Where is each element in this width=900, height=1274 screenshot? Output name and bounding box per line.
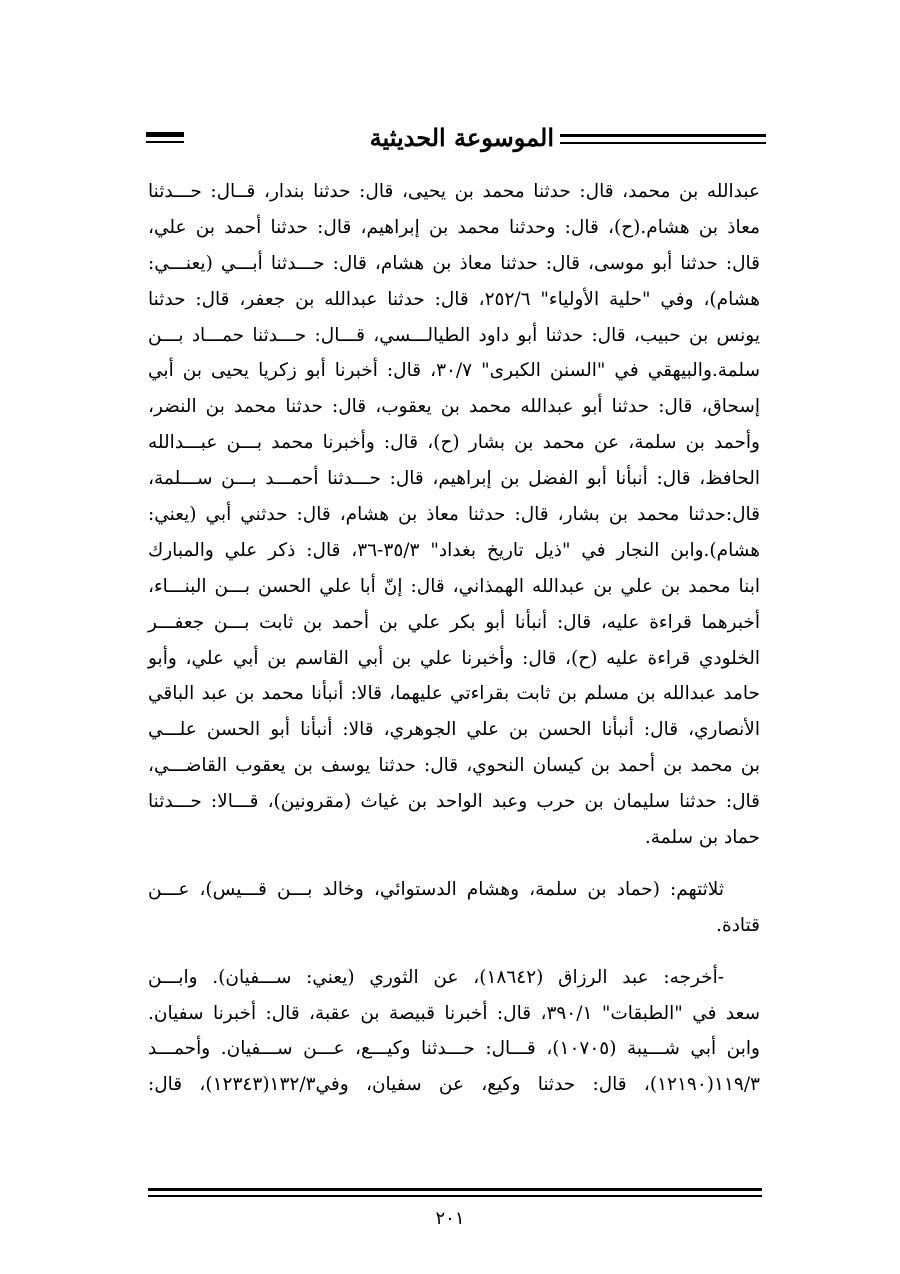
text-line: ١١٩/٣(١٢١٩٠)، قال: حدثنا وكيع، عن سفيان، وفي١٣٢/٣(١٢٣٤٣)، قال: xyxy=(148,1074,760,1096)
paragraph-gap xyxy=(148,944,760,960)
paragraph-gap xyxy=(148,856,760,872)
text-line: سلمة.والبيهقي في "السنن الكبرى" ٣٠/٧، قال: أخبرنا أبو زكريا يحيى بن أبي xyxy=(148,360,760,382)
text-line: حامد عبدالله بن مسلم بن ثابت بقراءتي عليهما، قالا: أنبأنا محمد بن عبد الباقي xyxy=(148,683,760,705)
header-left-rule xyxy=(146,132,184,137)
header-left-rule-thin xyxy=(146,141,184,143)
book-title: الموسوعة الحديثية xyxy=(369,123,554,152)
text-line: قال: حدثنا سليمان بن حرب وعبد الواحد بن غياث (مقرونين)، قـــالا: حـــدثنا xyxy=(148,791,760,813)
header-right-rule-thin xyxy=(560,142,766,144)
text-line: الأنصاري، قال: أنبأنا الحسن بن علي الجوهري، قالا: أنبأنا أبو الحسن علـــي xyxy=(148,719,760,741)
paragraph-2 xyxy=(148,872,760,944)
page-header xyxy=(146,120,766,166)
header-right-rule xyxy=(560,134,766,137)
text-line: هشام).وابن النجار في "ذيل تاريخ بغداد" ٣٥/٣-٣٦، قال: ذكر علي والمبارك xyxy=(148,539,761,561)
text-line: إسحاق، قال: حدثنا أبو عبدالله محمد بن يعقوب، قال: حدثنا محمد بن النضر، xyxy=(148,396,760,418)
footer-rule-thin xyxy=(148,1195,762,1197)
text-line: بن محمد بن أحمد بن كيسان النحوي، قال: حدثنا يوسف بن يعقوب القاضـــي، xyxy=(148,755,760,777)
text-line: ثلاثتهم: (حماد بن سلمة، وهشام الدستوائي، وخالد بـــن قـــيس)، عـــن xyxy=(148,878,724,900)
page-number: ٢٠١ xyxy=(435,1208,465,1229)
text-line: -أخرجه: عبد الرزاق (١٨٦٤٢)، عن الثوري (يعني: ســـفيان). وابـــن xyxy=(148,966,724,988)
text-line: يونس بن حبيب، قال: حدثنا أبو داود الطيالـــسي، قـــال: حـــدثنا حمـــاد بـــن xyxy=(148,324,760,346)
page-body xyxy=(148,174,760,1103)
footer-rule xyxy=(148,1188,762,1191)
text-line: الخلودي قراءة عليه (ح)، قال: وأخبرنا علي بن أبي القاسم بن أبي علي، وأبو xyxy=(148,647,760,669)
text-line: عبدالله بن محمد، قال: حدثنا محمد بن يحيى، قال: حدثنا بندار، قــال: حـــدثنا xyxy=(148,181,760,202)
text-line: معاذ بن هشام.(ح)، قال: وحدثنا محمد بن إبراهيم، قال: حدثنا أحمد بن علي، xyxy=(148,216,760,238)
text-line: الحافظ، قال: أنبأنا أبو الفضل بن إبراهيم، قال: حـــدثنا أحمـــد بـــن ســـلمة، xyxy=(148,468,760,490)
text-line: ابنا محمد بن علي بن عبدالله الهمذاني، قال: إنّ أبا علي الحسن بـــن البنـــاء، xyxy=(148,575,760,597)
text-line: حماد بن سلمة. xyxy=(644,827,760,849)
text-line: سعد في "الطبقات" ٣٩٠/١، قال: أخبرنا قبيصة بن عقبة، قال: أخبرنا سفيان. xyxy=(148,1002,760,1024)
text-line: وأحمد بن سلمة، عن محمد بن بشار (ح)، قال: وأخبرنا محمد بـــن عبـــدالله xyxy=(148,432,760,454)
text-line: وابن أبي شـــيبة (١٠٧٠٥)، قـــال: حـــدثنا وكيـــع، عـــن ســـفيان. وأحمـــد xyxy=(148,1038,760,1060)
text-line: قتادة. xyxy=(716,914,760,936)
paragraph-3 xyxy=(148,960,760,1104)
paragraph-1 xyxy=(148,174,760,856)
text-line: هشام)، وفي "حلية الأولياء" ٢٥٢/٦، قال: حدثنا عبدالله بن جعفر، قال: حدثنا xyxy=(148,288,760,310)
text-line: قال: حدثنا أبو موسى، قال: حدثنا معاذ بن هشام، قال: حـــدثنا أبـــي (يعنـــي: xyxy=(148,252,760,274)
text-line: قال:حدثنا محمد بن بشار، قال: حدثنا معاذ بن هشام، قال: حدثني أبي (يعني: xyxy=(148,504,760,526)
text-line: أخبرهما قراءة عليه، قال: أنبأنا أبو بكر علي بن أحمد بن ثابت بـــن جعفـــر xyxy=(148,611,760,633)
